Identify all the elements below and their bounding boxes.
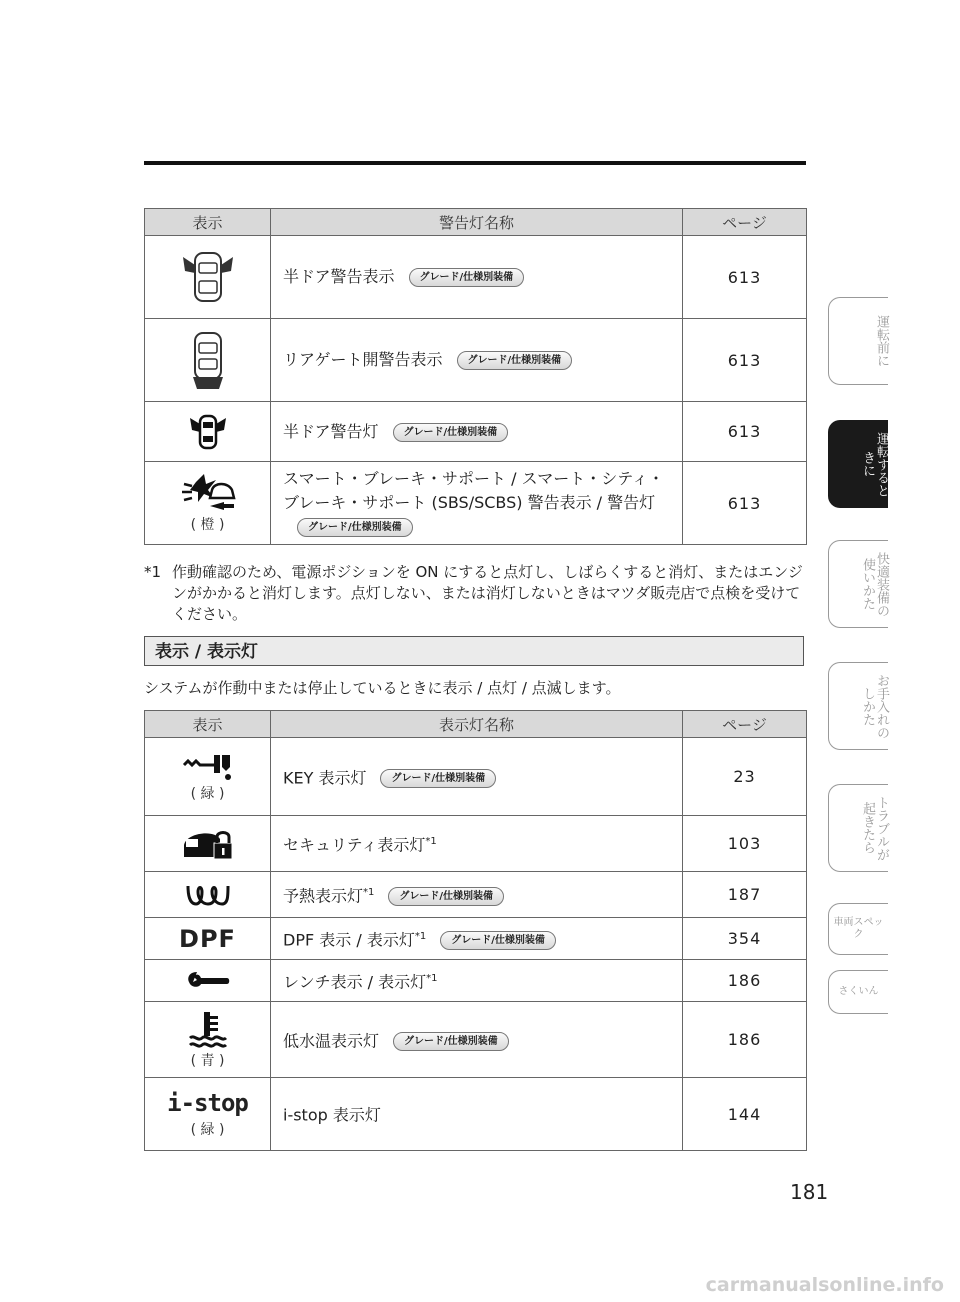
page-number: 181 (790, 1180, 829, 1204)
name-cell: 予熱表示灯$^{*1}$ グレード/仕様別装備 (271, 872, 683, 918)
icon-cell (145, 236, 271, 319)
color-label: ( 緑 ) (190, 785, 225, 802)
tab-troubleshooting[interactable]: トラブルが起きたら (828, 784, 888, 872)
table-row (145, 960, 807, 1002)
page-cell[interactable]: 613 (683, 236, 807, 319)
table-row (145, 816, 807, 872)
page-cell[interactable]: 103 (683, 816, 807, 872)
icon-cell (145, 960, 271, 1002)
name-cell: セキュリティ表示灯$^{*1}$ (271, 816, 683, 872)
tab-maintenance[interactable]: お手入れのしかた (828, 662, 888, 750)
icon-cell (145, 738, 271, 816)
tab-index[interactable]: さくいん (828, 970, 888, 1014)
indicator-light-table (144, 710, 807, 1151)
grade-badge: グレード/仕様別装備 (393, 423, 509, 442)
icon-cell (145, 872, 271, 918)
table-row (145, 402, 807, 462)
color-label: ( 緑 ) (190, 1122, 225, 1138)
grade-badge: グレード/仕様別装備 (457, 351, 573, 370)
name-cell: DPF 表示 / 表示灯$^{*1}$ グレード/仕様別装備 (271, 918, 683, 960)
footnote-mark: *1 (144, 563, 162, 581)
icon-cell (145, 462, 271, 545)
table-row (145, 236, 807, 319)
page-cell[interactable]: 144 (683, 1078, 807, 1151)
header-page: ページ (683, 711, 807, 738)
table-row (145, 918, 807, 960)
icon-cell (145, 402, 271, 462)
wrench-indicator-icon (185, 970, 231, 992)
tab-comfort-features[interactable]: 快適装備の使いかた (828, 540, 888, 628)
icon-cell (145, 319, 271, 402)
smart-brake-support-icon (180, 472, 236, 512)
grade-badge: グレード/仕様別装備 (388, 887, 504, 906)
grade-badge: グレード/仕様別装備 (297, 518, 413, 537)
table-row (145, 872, 807, 918)
tab-specifications[interactable]: 車両スペック (828, 903, 888, 955)
icon-cell (145, 918, 271, 960)
dpf-indicator-icon: DPF (179, 924, 236, 953)
low-coolant-temp-icon (186, 1010, 230, 1048)
door-ajar-lamp-icon (186, 410, 230, 454)
icon-cell (145, 816, 271, 872)
header-rule (144, 161, 806, 165)
grade-badge: グレード/仕様別装備 (409, 268, 525, 287)
table-header-row (145, 209, 807, 236)
header-indicator-name: 表示灯名称 (271, 711, 683, 738)
name-cell: 低水温表示灯 グレード/仕様別装備 (271, 1002, 683, 1078)
name-cell: レンチ表示 / 表示灯$^{*1}$ (271, 960, 683, 1002)
tab-before-driving[interactable]: 運転前に (828, 297, 888, 385)
car-door-ajar-icon (179, 247, 237, 307)
warning-light-table (144, 208, 807, 545)
header-warning-light-name: 警告灯名称 (271, 209, 683, 236)
name-cell: i-stop 表示灯 (271, 1078, 683, 1151)
name-cell: リアゲート開警告表示 グレード/仕様別装備 (271, 319, 683, 402)
table-row (145, 319, 807, 402)
tab-while-driving[interactable]: 運転するときに (828, 420, 888, 508)
table-row (145, 462, 807, 545)
footnote-text: 作動確認のため、電源ポジションを ON にすると点灯し、しばらくすると消灯、またはエンジンがかかると消灯します。点灯しない、または消灯しないときはマツダ販売店で点検を受けてください。 (172, 563, 803, 623)
page-cell[interactable]: 613 (683, 462, 807, 545)
name-cell: 半ドア警告表示 グレード/仕様別装備 (271, 236, 683, 319)
color-label: ( 橙 ) (190, 517, 225, 533)
security-indicator-icon (180, 827, 236, 861)
section-title: 表示 / 表示灯 (144, 636, 804, 666)
page-cell[interactable]: 187 (683, 872, 807, 918)
color-label: ( 青 ) (190, 1052, 225, 1069)
header-display: 表示 (145, 711, 271, 738)
page-cell[interactable]: 613 (683, 402, 807, 462)
header-page: ページ (683, 209, 807, 236)
table-row (145, 1002, 807, 1078)
page-cell[interactable]: 613 (683, 319, 807, 402)
i-stop-indicator-icon: i-stop (167, 1089, 248, 1117)
glow-plug-indicator-icon (184, 882, 232, 908)
name-cell: KEY 表示灯 グレード/仕様別装備 (271, 738, 683, 816)
table-row (145, 1078, 807, 1151)
watermark: carmanualsonline.info (705, 1274, 944, 1296)
page-cell[interactable]: 23 (683, 738, 807, 816)
table-header-row (145, 711, 807, 738)
car-liftgate-open-icon (179, 329, 237, 391)
name-cell: 半ドア警告灯 グレード/仕様別装備 (271, 402, 683, 462)
icon-cell (145, 1078, 271, 1151)
page-cell[interactable]: 186 (683, 960, 807, 1002)
icon-cell (145, 1002, 271, 1078)
section-intro: システムが作動中または停止しているときに表示 / 点灯 / 点滅します。 (144, 679, 621, 697)
grade-badge: グレード/仕様別装備 (380, 769, 496, 788)
key-indicator-icon (182, 751, 234, 781)
page-cell[interactable]: 354 (683, 918, 807, 960)
table-row (145, 738, 807, 816)
grade-badge: グレード/仕様別装備 (393, 1032, 509, 1051)
grade-badge: グレード/仕様別装備 (440, 931, 556, 950)
header-display: 表示 (145, 209, 271, 236)
name-cell: スマート・ブレーキ・サポート / スマート・シティ・ブレーキ・サポート (SBS/SCBS) 警告表示 / 警告灯グレード/仕様別装備 (271, 462, 683, 545)
page-cell[interactable]: 186 (683, 1002, 807, 1078)
footnote (144, 562, 809, 625)
